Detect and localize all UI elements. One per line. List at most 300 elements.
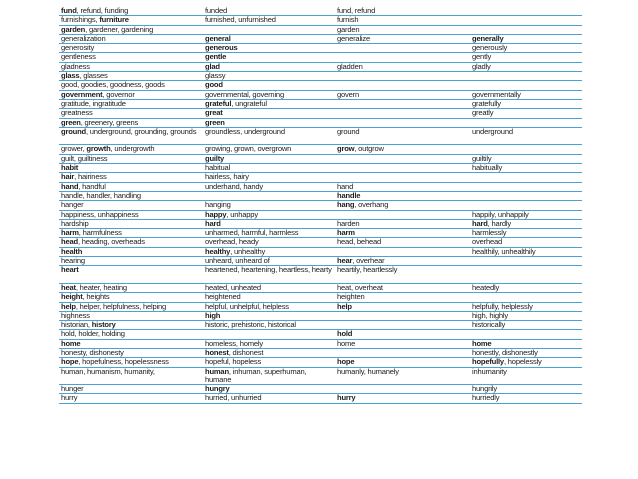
cell-text	[61, 330, 201, 338]
word: greatly	[472, 108, 494, 118]
verbs-cell	[335, 293, 470, 302]
adjectives-cell	[203, 219, 335, 228]
headword: hope	[61, 357, 79, 367]
headword: hair	[61, 172, 75, 182]
cell-text	[472, 368, 580, 376]
adjectives-cell	[203, 229, 335, 238]
cell-text	[205, 284, 333, 292]
nouns-cell	[59, 311, 203, 320]
cell-text	[205, 293, 333, 301]
cell-text	[205, 7, 333, 15]
headword: history	[91, 320, 116, 330]
adjectives-cell	[203, 145, 335, 154]
nouns-cell	[59, 229, 203, 238]
adjectives-cell	[203, 182, 335, 191]
headword: furniture	[99, 15, 129, 25]
cell-text	[205, 109, 333, 117]
nouns-cell	[59, 238, 203, 247]
verbs-cell	[335, 62, 470, 71]
cell-text	[61, 173, 201, 181]
cell-text	[61, 266, 201, 274]
cell-text	[472, 53, 580, 61]
word: , hardly	[487, 219, 511, 228]
cell-text	[472, 211, 580, 219]
cell-text	[472, 229, 580, 237]
cell-text	[205, 81, 333, 89]
adverbs-cell	[470, 358, 582, 367]
cell-text	[205, 35, 333, 43]
headword: fund	[61, 7, 77, 15]
table-row	[59, 16, 582, 25]
adverbs-cell	[470, 330, 582, 339]
word: gratitude, ingratitude	[61, 99, 126, 108]
table-row	[59, 367, 582, 385]
cell-text	[337, 201, 468, 209]
word: , inhuman, superhuman, humane	[205, 367, 307, 384]
verbs-cell	[335, 72, 470, 81]
word: governmentally	[472, 90, 521, 99]
adjectives-cell	[203, 330, 335, 339]
word: overhead	[472, 237, 503, 247]
word: hurry	[61, 393, 78, 403]
word: , unhealthy	[230, 247, 266, 256]
nouns-cell	[59, 173, 203, 182]
adjectives-cell	[203, 367, 335, 385]
word: , heading, overheads	[77, 237, 145, 247]
cell-text	[472, 321, 580, 329]
nouns-cell	[59, 145, 203, 154]
cell-text	[61, 229, 201, 237]
cell-text	[61, 164, 201, 172]
adverbs-cell	[470, 348, 582, 357]
table-row	[59, 330, 582, 339]
nouns-cell	[59, 34, 203, 43]
word: habitually	[472, 163, 503, 173]
headword: grateful	[205, 99, 232, 108]
word: gladly	[472, 62, 491, 71]
adverbs-cell	[470, 201, 582, 210]
cell-text	[337, 192, 468, 200]
word: habitual	[205, 163, 231, 173]
verbs-cell	[335, 210, 470, 219]
cell-text	[205, 340, 333, 348]
cell-text	[472, 155, 580, 163]
word: hardship	[61, 219, 89, 228]
adverbs-cell	[470, 16, 582, 25]
cell-text	[337, 220, 468, 228]
adverbs-cell	[470, 99, 582, 108]
headword: happy	[205, 210, 227, 219]
headword: ground	[61, 127, 86, 136]
word: unharmed, harmful, harmless	[205, 228, 299, 238]
nouns-cell	[59, 99, 203, 108]
word: overhead, heady	[205, 237, 259, 247]
verbs-cell	[335, 173, 470, 182]
adverbs-cell	[470, 219, 582, 228]
word: , undergrowth	[110, 144, 155, 154]
headword: head	[61, 237, 78, 247]
word: growing, grown, overgrown	[205, 144, 292, 154]
cell-text	[205, 312, 333, 320]
headword: handle	[337, 191, 361, 200]
cell-text	[205, 358, 333, 366]
verbs-cell	[335, 127, 470, 145]
verbs-cell	[335, 367, 470, 385]
cell-text	[205, 72, 333, 80]
headword: green	[205, 118, 225, 127]
table-row	[59, 321, 582, 330]
verbs-cell	[335, 7, 470, 16]
word: harmlessly	[472, 228, 507, 238]
cell-text	[61, 340, 201, 348]
verbs-cell	[335, 257, 470, 266]
word: hearing	[61, 256, 85, 266]
verbs-cell	[335, 81, 470, 90]
nouns-cell	[59, 16, 203, 25]
adjectives-cell	[203, 7, 335, 16]
verbs-cell	[335, 229, 470, 238]
cell-text	[205, 100, 333, 108]
table-row	[59, 311, 582, 320]
adjectives-cell	[203, 72, 335, 81]
word-family-table-body	[59, 7, 582, 403]
cell-text	[205, 16, 333, 24]
word: hairless, hairy	[205, 172, 249, 182]
adverbs-cell	[470, 283, 582, 292]
nouns-cell	[59, 90, 203, 99]
adverbs-cell	[470, 127, 582, 145]
cell-text	[337, 257, 468, 265]
verbs-cell	[335, 99, 470, 108]
cell-text	[337, 368, 468, 376]
nouns-cell	[59, 182, 203, 191]
adverbs-cell	[470, 109, 582, 118]
nouns-cell	[59, 385, 203, 394]
word: furnishings,	[61, 15, 100, 25]
cell-text	[61, 349, 201, 357]
cell-text	[205, 44, 333, 52]
nouns-cell	[59, 127, 203, 145]
adverbs-cell	[470, 247, 582, 256]
word: hand	[337, 182, 354, 191]
headword: glad	[205, 62, 220, 71]
word: good, goodies, goodness, goods	[61, 80, 165, 90]
word: hold, holder, holding	[61, 329, 125, 339]
cell-text	[205, 63, 333, 71]
cell-text	[61, 293, 201, 301]
verbs-cell	[335, 330, 470, 339]
verbs-cell	[335, 394, 470, 403]
headword: health	[61, 247, 83, 256]
headword: government	[61, 90, 103, 99]
word: honesty, dishonesty	[61, 348, 124, 357]
cell-text	[205, 145, 333, 153]
adjectives-cell	[203, 127, 335, 145]
word: heatedly	[472, 283, 500, 292]
headword: heat	[61, 283, 76, 292]
adverbs-cell	[470, 210, 582, 219]
nouns-cell	[59, 7, 203, 16]
word: , outgrow	[354, 144, 384, 154]
headword: hard	[205, 219, 221, 228]
word: glassy	[205, 71, 226, 81]
cell-text	[337, 91, 468, 99]
table-row	[59, 34, 582, 43]
cell-text	[205, 128, 333, 136]
word: groundless, underground	[205, 127, 285, 136]
headword: gentle	[205, 52, 227, 62]
nouns-cell	[59, 219, 203, 228]
table-row	[59, 385, 582, 394]
cell-text	[337, 145, 468, 153]
adverbs-cell	[470, 72, 582, 81]
cell-text	[472, 220, 580, 228]
cell-text	[205, 91, 333, 99]
table-row	[59, 182, 582, 191]
headword: harm	[61, 228, 79, 238]
word: , heights	[82, 292, 110, 302]
headword: hard	[472, 219, 488, 228]
headword: general	[205, 34, 231, 43]
word: happiness, unhappiness	[61, 210, 139, 219]
cell-text	[61, 7, 201, 15]
word: guilt, guiltiness	[61, 154, 108, 163]
cell-text	[205, 211, 333, 219]
headword: home	[472, 339, 492, 348]
word: head, behead	[337, 237, 382, 247]
adjectives-cell	[203, 302, 335, 311]
nouns-cell	[59, 210, 203, 219]
adverbs-cell	[470, 90, 582, 99]
cell-text	[205, 303, 333, 311]
nouns-cell	[59, 154, 203, 163]
verbs-cell	[335, 90, 470, 99]
cell-text	[61, 63, 201, 71]
cell-text	[472, 109, 580, 117]
table-row	[59, 118, 582, 127]
verbs-cell	[335, 53, 470, 62]
word: , hairiness	[74, 172, 107, 182]
adjectives-cell	[203, 154, 335, 163]
headword: hear	[337, 256, 353, 266]
table-row	[59, 201, 582, 210]
adverbs-cell	[470, 238, 582, 247]
table-row	[59, 164, 582, 173]
word: harden	[337, 219, 360, 228]
headword: height	[61, 292, 83, 302]
verbs-cell	[335, 164, 470, 173]
cell-text	[61, 109, 201, 117]
cell-text	[337, 330, 468, 338]
adverbs-cell	[470, 367, 582, 385]
cell-text	[472, 44, 580, 52]
verbs-cell	[335, 118, 470, 127]
cell-text	[205, 321, 333, 329]
adverbs-cell	[470, 173, 582, 182]
table-row	[59, 44, 582, 53]
word: underhand, handy	[205, 182, 264, 191]
headword: garden	[61, 25, 86, 34]
adverbs-cell	[470, 394, 582, 403]
word: furnish	[337, 15, 359, 25]
table-row	[59, 25, 582, 34]
word: hungrily	[472, 384, 497, 394]
nouns-cell	[59, 72, 203, 81]
word: heated, unheated	[205, 283, 261, 292]
word: , gardener, gardening	[85, 25, 154, 34]
verbs-cell	[335, 34, 470, 43]
word: , harmfulness	[78, 228, 122, 238]
headword: generally	[472, 34, 504, 43]
cell-text	[61, 119, 201, 127]
adjectives-cell	[203, 257, 335, 266]
headword: green	[61, 118, 81, 127]
word: generously	[472, 43, 508, 53]
adverbs-cell	[470, 154, 582, 163]
verbs-cell	[335, 339, 470, 348]
adverbs-cell	[470, 164, 582, 173]
word: handle, handler, handling	[61, 191, 141, 200]
table-row	[59, 72, 582, 81]
word: governmental, governing	[205, 90, 284, 99]
nouns-cell	[59, 348, 203, 357]
nouns-cell	[59, 321, 203, 330]
cell-text	[472, 312, 580, 320]
nouns-cell	[59, 53, 203, 62]
nouns-cell	[59, 257, 203, 266]
word: hurriedly	[472, 393, 500, 403]
word: govern	[337, 90, 360, 99]
headword: home	[61, 339, 81, 348]
cell-text	[472, 385, 580, 393]
adverbs-cell	[470, 34, 582, 43]
cell-text	[337, 303, 468, 311]
headword: hurry	[337, 393, 356, 403]
cell-text	[337, 266, 468, 274]
verbs-cell	[335, 247, 470, 256]
cell-text	[205, 238, 333, 246]
cell-text	[205, 155, 333, 163]
nouns-cell	[59, 283, 203, 292]
table-row	[59, 219, 582, 228]
nouns-cell	[59, 266, 203, 284]
cell-text	[61, 312, 201, 320]
adjectives-cell	[203, 62, 335, 71]
cell-text	[61, 321, 201, 329]
cell-text	[205, 349, 333, 357]
cell-text	[205, 164, 333, 172]
cell-text	[337, 229, 468, 237]
cell-text	[61, 128, 201, 136]
word: honestly, dishonestly	[472, 348, 538, 357]
word: furnished, unfurnished	[205, 15, 276, 25]
cell-text	[61, 220, 201, 228]
word: inhumanity	[472, 367, 507, 376]
cell-text	[472, 284, 580, 292]
adjectives-cell	[203, 90, 335, 99]
word: generalize	[337, 34, 371, 43]
cell-text	[205, 394, 333, 402]
cell-text	[337, 63, 468, 71]
cell-text	[205, 201, 333, 209]
headword: grow	[337, 144, 355, 154]
cell-text	[61, 16, 201, 24]
table-row	[59, 99, 582, 108]
adverbs-cell	[470, 191, 582, 200]
adverbs-cell	[470, 62, 582, 71]
word: heartily, heartlessly	[337, 265, 398, 275]
verbs-cell	[335, 44, 470, 53]
cell-text	[472, 358, 580, 366]
cell-text	[205, 385, 333, 393]
adjectives-cell	[203, 266, 335, 284]
verbs-cell	[335, 385, 470, 394]
adjectives-cell	[203, 247, 335, 256]
word: healthily, unhealthily	[472, 247, 536, 256]
headword: hang	[337, 200, 355, 210]
word: , unhappy	[226, 210, 258, 219]
verbs-cell	[335, 321, 470, 330]
table-row	[59, 90, 582, 99]
word: , heater, heating	[75, 283, 127, 292]
headword: great	[205, 108, 223, 118]
word: highness	[61, 311, 90, 320]
headword: growth	[86, 144, 111, 154]
adverbs-cell	[470, 44, 582, 53]
headword: hold	[337, 329, 353, 339]
word: gratefully	[472, 99, 501, 108]
word: hopeful, hopeless	[205, 357, 262, 367]
headword: guilty	[205, 154, 225, 163]
verbs-cell	[335, 201, 470, 210]
verbs-cell	[335, 348, 470, 357]
headword: healthy	[205, 247, 231, 256]
cell-text	[205, 173, 333, 181]
cell-text	[205, 119, 333, 127]
headword: hungry	[205, 384, 230, 394]
verbs-cell	[335, 358, 470, 367]
word: high, highly	[472, 311, 509, 320]
verbs-cell	[335, 311, 470, 320]
word-family-table	[59, 7, 582, 404]
word: grower,	[61, 144, 87, 154]
adverbs-cell	[470, 182, 582, 191]
adverbs-cell	[470, 257, 582, 266]
nouns-cell	[59, 81, 203, 90]
headword: hopefully	[472, 357, 504, 367]
cell-text	[337, 16, 468, 24]
adverbs-cell	[470, 321, 582, 330]
cell-text	[205, 257, 333, 265]
table-row	[59, 7, 582, 16]
word: hanger	[61, 200, 84, 210]
cell-text	[61, 358, 201, 366]
adjectives-cell	[203, 201, 335, 210]
cell-text	[472, 91, 580, 99]
cell-text	[61, 385, 201, 393]
adverbs-cell	[470, 302, 582, 311]
word: hanging	[205, 200, 231, 210]
adjectives-cell	[203, 385, 335, 394]
adverbs-cell	[470, 7, 582, 16]
adverbs-cell	[470, 311, 582, 320]
cell-text	[472, 303, 580, 311]
headword: hope	[337, 357, 355, 367]
cell-text	[337, 284, 468, 292]
adverbs-cell	[470, 25, 582, 34]
cell-text	[472, 340, 580, 348]
cell-text	[61, 100, 201, 108]
